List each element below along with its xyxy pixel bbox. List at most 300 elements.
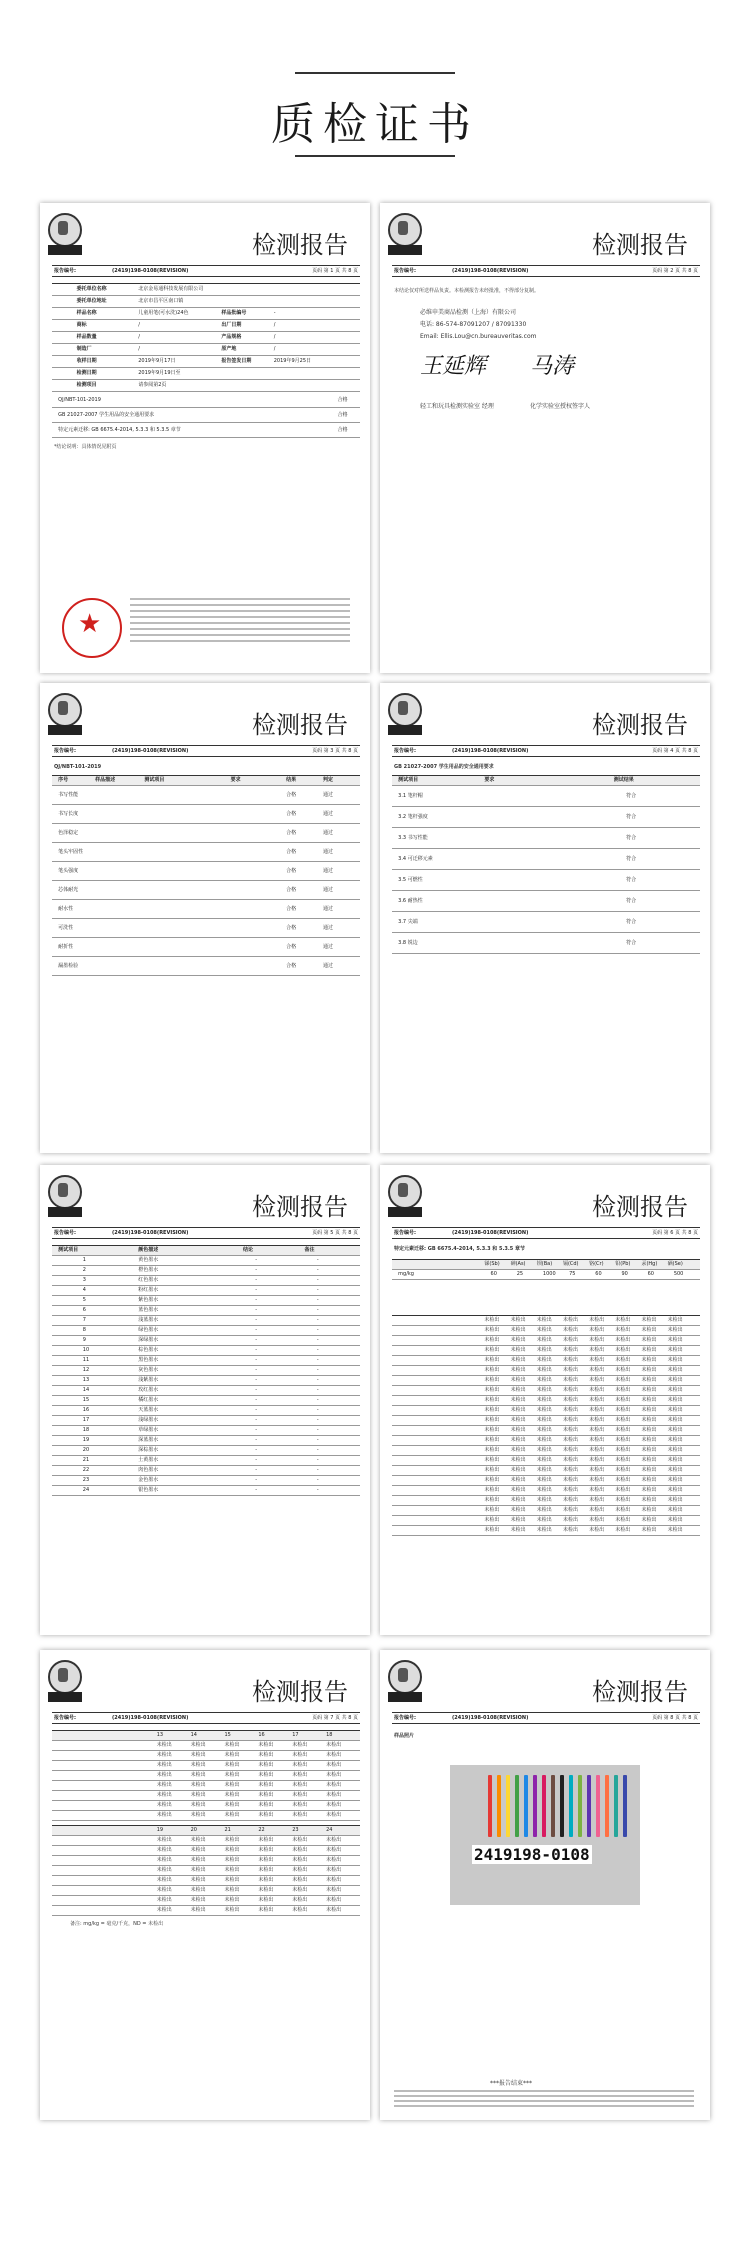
result-cell: 未检出 [258,1837,274,1843]
row-value: 北京金易通科技发展有限公司 [138,286,204,292]
result-cell: 未检出 [156,1887,172,1893]
color-result: - [255,1477,258,1483]
bureau-veritas-logo [48,213,82,257]
result-cell: 未检出 [484,1357,500,1363]
result-cell: 未检出 [667,1517,683,1523]
result-cell: 未检出 [326,1907,342,1913]
page-indicator: 页码 第 7 页 共 8 页 [312,1715,358,1721]
result-cell: 未检出 [258,1877,274,1883]
row-index: 14 [82,1387,90,1393]
result-cell: 未检出 [615,1377,631,1383]
result-cell: 未检出 [562,1457,578,1463]
table-header [392,776,700,786]
row-value: 2019年9月17日 [138,358,176,364]
row-label: 商标 [76,322,87,328]
table-row [52,1326,360,1336]
result-cell: 未检出 [536,1447,552,1453]
logo-seal-icon [48,213,82,247]
color-name: 橙色墨水 [138,1267,159,1273]
standard-result: 合格 [337,412,348,418]
row-index: 1 [82,1257,86,1263]
result-cell: 未检出 [562,1447,578,1453]
result-cell: 未检出 [156,1792,172,1798]
result-cell: 未检出 [156,1847,172,1853]
logo-band [48,1207,82,1217]
color-note: - [316,1327,319,1333]
table-row [52,1376,360,1386]
result-cell: 未检出 [292,1762,308,1768]
color-name: 深蓝墨水 [138,1437,159,1443]
report-page-6 [380,1165,710,1635]
table-header [52,1246,360,1256]
result-cell: 未检出 [615,1507,631,1513]
table-row [392,828,700,849]
table-row [392,807,700,828]
result-cell: 未检出 [536,1507,552,1513]
row-label: 样品数量 [76,334,97,340]
color-result: - [255,1397,258,1403]
color-result: - [255,1437,258,1443]
color-name: 土黄墨水 [138,1457,159,1463]
marker-pen [533,1775,537,1837]
result-cell: 未检出 [190,1837,206,1843]
result-cell: 未检出 [510,1377,526,1383]
color-name: 浅绿墨水 [138,1417,159,1423]
test-item: 3.1 笔杆帽 [398,793,423,799]
table-row [52,1856,360,1866]
result-cell: 未检出 [510,1477,526,1483]
result-cell: 未检出 [326,1752,342,1758]
result-cell: 未检出 [224,1837,240,1843]
table-row [52,1316,360,1326]
test-verdict: 通过 [323,830,334,836]
table-row [392,849,700,870]
test-item: 3.4 可迁移元素 [398,856,433,862]
result-cell: 未检出 [641,1387,657,1393]
result-cell: 未检出 [615,1387,631,1393]
color-name: 蓝色墨水 [138,1307,159,1313]
result-cell: 未检出 [510,1347,526,1353]
color-table [52,1245,360,1496]
result-cell: 未检出 [536,1387,552,1393]
result-cell: 未检出 [667,1417,683,1423]
color-note: - [316,1297,319,1303]
contact-line: Email: Ellis.Lou@cn.bureauveritas.com [420,333,537,340]
result-cell: 未检出 [589,1357,605,1363]
result-cell: 未检出 [536,1457,552,1463]
result-cell: 未检出 [536,1437,552,1443]
result-cell: 未检出 [156,1812,172,1818]
column-header: 14 [190,1732,197,1738]
result-cell: 未检出 [510,1407,526,1413]
row-label-2: 出厂日期 [221,322,242,328]
test-verdict: 符合 [626,814,637,820]
report-title: 检测报告 [592,1678,688,1706]
result-cell: 未检出 [190,1762,206,1768]
result-cell: 未检出 [190,1867,206,1873]
color-result: - [255,1427,258,1433]
fine-print-line [130,634,350,636]
header-cell: 序号 [58,777,69,783]
result-cell: 未检出 [224,1792,240,1798]
result-cell: 未检出 [641,1517,657,1523]
page-indicator: 页码 第 6 页 共 8 页 [652,1230,698,1236]
logo-seal-icon [388,213,422,247]
row-label: 委托单位地址 [76,298,107,304]
report-number: (2419)198-0108(REVISION) [452,1230,529,1236]
header-cell: 颜色描述 [138,1247,159,1253]
table-row [392,1416,700,1426]
signature-2: 马涛 [530,354,575,379]
result-cell: 未检出 [641,1357,657,1363]
standard-row [52,408,360,423]
result-cell: 未检出 [589,1457,605,1463]
logo-band [48,245,82,255]
color-note: - [316,1287,319,1293]
table-row [52,957,360,976]
color-note: - [316,1357,319,1363]
logo-band [388,1207,422,1217]
color-note: - [316,1447,319,1453]
result-cell: 未检出 [326,1812,342,1818]
result-cell: 未检出 [484,1527,500,1533]
result-cell: 未检出 [615,1327,631,1333]
signer-1-title: 轻工和玩具检测实验室 经理 [420,403,494,410]
sample-number-label: 2419198-0108 [474,1845,590,1864]
result-cell: 未检出 [292,1772,308,1778]
result-cell: 未检出 [562,1347,578,1353]
page-header [0,0,750,190]
result-cell: 未检出 [484,1387,500,1393]
fine-print-line [130,616,350,618]
header-cell: 测试项目 [398,777,419,783]
table-row [392,1316,700,1326]
element-header: 砷(As) [510,1261,526,1267]
result-cell: 未检出 [641,1377,657,1383]
fine-print-line [130,598,350,600]
result-cell: 未检出 [615,1497,631,1503]
result-cell: 未检出 [667,1437,683,1443]
result-cell: 未检出 [484,1397,500,1403]
page-indicator: 页码 第 5 页 共 8 页 [312,1230,358,1236]
page-indicator: 页码 第 2 页 共 8 页 [652,268,698,274]
table-row [52,344,360,356]
table-row [52,308,360,320]
result-cell: 未检出 [536,1317,552,1323]
color-result: - [255,1387,258,1393]
color-result: - [255,1337,258,1343]
result-cell: 未检出 [510,1397,526,1403]
result-cell: 未检出 [536,1427,552,1433]
test-item: 3.2 笔杆强度 [398,814,428,820]
result-cell: 未检出 [562,1367,578,1373]
row-value-2: / [273,322,276,328]
result-cell: 未检出 [562,1467,578,1473]
test-item: 3.5 可燃性 [398,877,423,883]
table-row [52,1296,360,1306]
result-cell: 未检出 [536,1417,552,1423]
result-cell: 未检出 [510,1467,526,1473]
result-cell: 未检出 [258,1752,274,1758]
result-cell: 未检出 [258,1812,274,1818]
row-index: 5 [82,1297,86,1303]
table-row [52,1386,360,1396]
test-result: 合格 [286,925,297,931]
result-cell: 未检出 [589,1397,605,1403]
column-header: 15 [224,1732,231,1738]
color-name: 肉色墨水 [138,1467,159,1473]
color-name: 天蓝墨水 [138,1407,159,1413]
row-index: 10 [82,1347,90,1353]
table-row [52,1866,360,1876]
test-result: 合格 [286,868,297,874]
result-cell: 未检出 [615,1357,631,1363]
result-cell: 未检出 [589,1447,605,1453]
result-cell: 未检出 [224,1847,240,1853]
standard-text: QJ/NBT-101-2019 [58,397,101,403]
table-row [52,1896,360,1906]
table-row [52,284,360,296]
row-index: 13 [82,1377,90,1383]
table-row [52,1466,360,1476]
logo-seal-icon [388,1660,422,1694]
result-cell: 未检出 [326,1887,342,1893]
table-row [392,1456,700,1466]
column-header: 23 [292,1827,299,1833]
header-cell: 结果 [286,777,297,783]
table-row [392,1346,700,1356]
color-note: - [316,1267,319,1273]
result-cell: 未检出 [641,1487,657,1493]
result-cell: 未检出 [224,1887,240,1893]
result-cell: 未检出 [589,1347,605,1353]
result-cell: 未检出 [562,1397,578,1403]
test-verdict: 通过 [323,887,334,893]
table-row [52,1741,360,1751]
result-cell: 未检出 [510,1337,526,1343]
result-cell: 未检出 [589,1527,605,1533]
result-cell: 未检出 [536,1467,552,1473]
result-cell: 未检出 [667,1467,683,1473]
row-index: 4 [82,1287,86,1293]
result-cell: 未检出 [641,1477,657,1483]
marker-pen [569,1775,573,1837]
element-header: 铅(Pb) [615,1261,631,1267]
result-cell: 未检出 [190,1792,206,1798]
color-name: 草绿墨水 [138,1427,159,1433]
row-value: / [138,334,140,340]
result-cell: 未检出 [292,1857,308,1863]
result-cell: 未检出 [292,1887,308,1893]
result-cell: 未检出 [156,1752,172,1758]
column-header: 19 [156,1827,164,1833]
result-cell: 未检出 [510,1317,526,1323]
table-row [52,1811,360,1821]
row-index: 16 [82,1407,90,1413]
row-label: 收样日期 [76,358,97,364]
result-cell: 未检出 [326,1742,342,1748]
standard-row [52,423,360,438]
color-result: - [255,1297,258,1303]
standard-title: QJ/NBT-101-2019 [54,764,102,770]
result-cell: 未检出 [536,1407,552,1413]
results-table-3 [52,1825,360,1916]
report-number: (2419)198-0108(REVISION) [112,1230,189,1236]
result-cell: 未检出 [536,1327,552,1333]
row-value: / [138,322,140,328]
signature-1: 王延辉 [420,354,487,379]
table-row [52,1356,360,1366]
result-cell: 未检出 [224,1742,240,1748]
table-row [52,786,360,805]
report-number-label: 报告编号: [54,1715,76,1721]
result-cell: 未检出 [562,1317,578,1323]
result-cell: 未检出 [667,1447,683,1453]
result-cell: 未检出 [510,1497,526,1503]
result-cell: 未检出 [615,1477,631,1483]
report-number: (2419)198-0108(REVISION) [112,748,189,754]
marker-pen [488,1775,492,1837]
logo-seal-icon [48,693,82,727]
result-cell: 未检出 [641,1337,657,1343]
element-header: 铬(Cr) [589,1261,604,1267]
result-cell: 未检出 [484,1417,500,1423]
report-number: (2419)198-0108(REVISION) [112,268,189,274]
table-row [52,1276,360,1286]
table-row [52,296,360,308]
table-row [52,1366,360,1376]
test-verdict: 通过 [323,792,334,798]
result-cell: 未检出 [589,1337,605,1343]
result-note: *结论说明：具体情况见附页 [54,444,117,450]
fine-print-line [394,2090,694,2092]
result-cell: 未检出 [484,1467,500,1473]
result-cell: 未检出 [562,1427,578,1433]
header-cell: 测试项目 [144,777,165,783]
table-row [52,1801,360,1811]
color-name: 浅蓝墨水 [138,1317,159,1323]
table-row [392,1386,700,1396]
color-result: - [255,1467,258,1473]
report-number-label: 报告编号: [394,748,416,754]
row-index: 8 [82,1327,86,1333]
table-row [392,1496,700,1506]
result-cell: 未检出 [190,1857,206,1863]
result-cell: 未检出 [326,1802,342,1808]
result-cell: 未检出 [484,1457,500,1463]
color-result: - [255,1367,258,1373]
result-cell: 未检出 [326,1762,342,1768]
row-value: 2019年9月19日至 [138,370,181,376]
report-page-3 [40,683,370,1153]
result-cell: 未检出 [190,1877,206,1883]
marker-pen [614,1775,618,1837]
row-value: 北京市昌平区南口镇 [138,298,184,304]
row-index: 24 [82,1487,90,1493]
result-cell: 未检出 [484,1487,500,1493]
test-verdict: 通过 [323,963,334,969]
result-cell: 未检出 [536,1397,552,1403]
test-verdict: 符合 [626,856,637,862]
table-row [52,1781,360,1791]
table-row [392,1406,700,1416]
result-cell: 未检出 [510,1327,526,1333]
limit-value: 60 [490,1271,497,1277]
result-cell: 未检出 [589,1437,605,1443]
report-number-bar [52,1227,360,1239]
marker-pen [560,1775,564,1837]
result-cell: 未检出 [156,1742,172,1748]
fine-print-line [130,628,350,630]
report-number-bar [52,1712,360,1724]
color-result: - [255,1347,258,1353]
header-cell: 结论 [242,1247,253,1253]
result-cell: 未检出 [615,1337,631,1343]
contact-line: 电话: 86-574-87091207 / 87091330 [420,321,527,328]
logo-seal-icon [388,1175,422,1209]
table-row [52,1406,360,1416]
row-label: 检测项目 [76,382,97,388]
table-row [52,356,360,368]
row-index: 18 [82,1427,90,1433]
color-name: 金色墨水 [138,1477,159,1483]
fine-print-line [130,622,350,624]
table-row [52,1791,360,1801]
table-row [52,1306,360,1316]
table-row [392,1516,700,1526]
result-cell: 未检出 [641,1527,657,1533]
result-cell: 未检出 [484,1367,500,1373]
marker-pen [578,1775,582,1837]
result-cell: 未检出 [589,1367,605,1373]
result-cell: 未检出 [190,1907,206,1913]
table-row [392,1446,700,1456]
result-cell: 未检出 [484,1437,500,1443]
result-cell: 未检出 [258,1867,274,1873]
result-cell: 未检出 [641,1397,657,1403]
result-cell: 未检出 [536,1477,552,1483]
report-number: (2419)198-0108(REVISION) [452,1715,529,1721]
result-cell: 未检出 [156,1782,172,1788]
test-result: 合格 [286,944,297,950]
result-cell: 未检出 [536,1517,552,1523]
test-item: 3.8 锐边 [398,940,418,946]
color-name: 紫色墨水 [138,1297,159,1303]
color-result: - [255,1447,258,1453]
result-cell: 未检出 [224,1762,240,1768]
table-row [52,1426,360,1436]
result-cell: 未检出 [562,1487,578,1493]
limit-value: 60 [595,1271,602,1277]
marker-pen [623,1775,627,1837]
row-index: 17 [82,1417,90,1423]
table-row [392,786,700,807]
report-title: 检测报告 [252,231,348,259]
test-result: 合格 [286,830,297,836]
result-cell: 未检出 [667,1527,683,1533]
color-name: 粉红墨水 [138,1287,159,1293]
result-cell: 未检出 [562,1507,578,1513]
result-cell: 未检出 [190,1772,206,1778]
color-result: - [255,1417,258,1423]
result-cell: 未检出 [641,1507,657,1513]
result-cell: 未检出 [326,1877,342,1883]
result-cell: 未检出 [326,1847,342,1853]
result-cell: 未检出 [615,1317,631,1323]
row-index: 19 [82,1437,90,1443]
table-row [392,1506,700,1516]
color-name: 玫红墨水 [138,1387,159,1393]
